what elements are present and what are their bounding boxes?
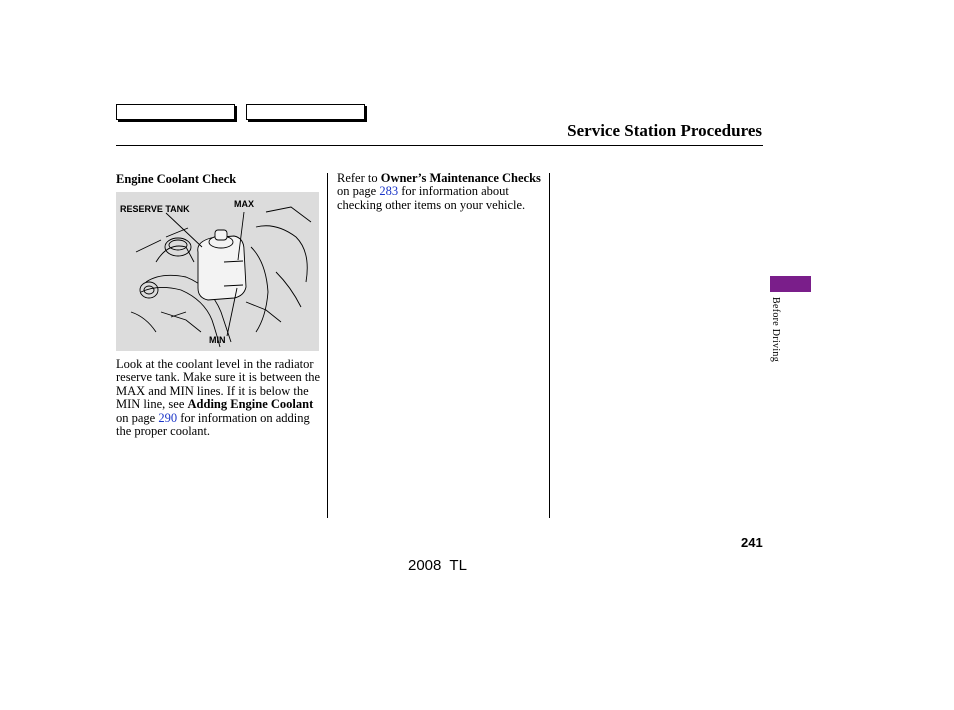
engine-bay-illustration <box>116 192 319 351</box>
paragraph-text: Refer to <box>337 171 381 185</box>
maintenance-checks-paragraph <box>337 172 543 212</box>
section-tab-label: Before Driving <box>770 297 781 363</box>
nav-button-contents[interactable] <box>246 104 365 120</box>
paragraph-text: on page <box>116 410 159 425</box>
column-divider-1 <box>327 173 328 518</box>
page-283-link[interactable]: 283 <box>379 184 399 199</box>
paragraph-text: on page <box>337 184 380 199</box>
reserve-tank-label: RESERVE TANK <box>120 204 190 214</box>
coolant-check-paragraph <box>116 358 322 438</box>
nav-button-previous[interactable] <box>116 104 235 120</box>
engine-coolant-heading: Engine Coolant Check <box>116 172 237 186</box>
paragraph-text: for information on adding the proper coolant. <box>116 410 310 439</box>
max-label: MAX <box>234 199 254 209</box>
owners-maintenance-checks-ref: Owner’s Maintenance Checks <box>380 171 541 185</box>
paragraph-text: for information about checking other items on your vehicle. <box>337 184 526 212</box>
adding-engine-coolant-ref: Adding Engine Coolant <box>187 397 314 412</box>
section-tab-marker[interactable] <box>770 276 811 292</box>
min-label: MIN <box>209 335 226 345</box>
header-rule <box>116 145 763 146</box>
section-title: Service Station Procedures <box>567 121 762 140</box>
coolant-reserve-tank-figure <box>116 192 319 351</box>
column-divider-2 <box>549 173 550 518</box>
page-number: 241 <box>741 535 763 550</box>
footer-model: 2008 TL <box>408 557 467 574</box>
paragraph-text: Look at the coolant level in the radiator reserve tank. Make sure it is between the MAX and MIN lines. If it is below the MIN line, see <box>116 357 321 412</box>
page-290-link[interactable]: 290 <box>158 410 178 425</box>
